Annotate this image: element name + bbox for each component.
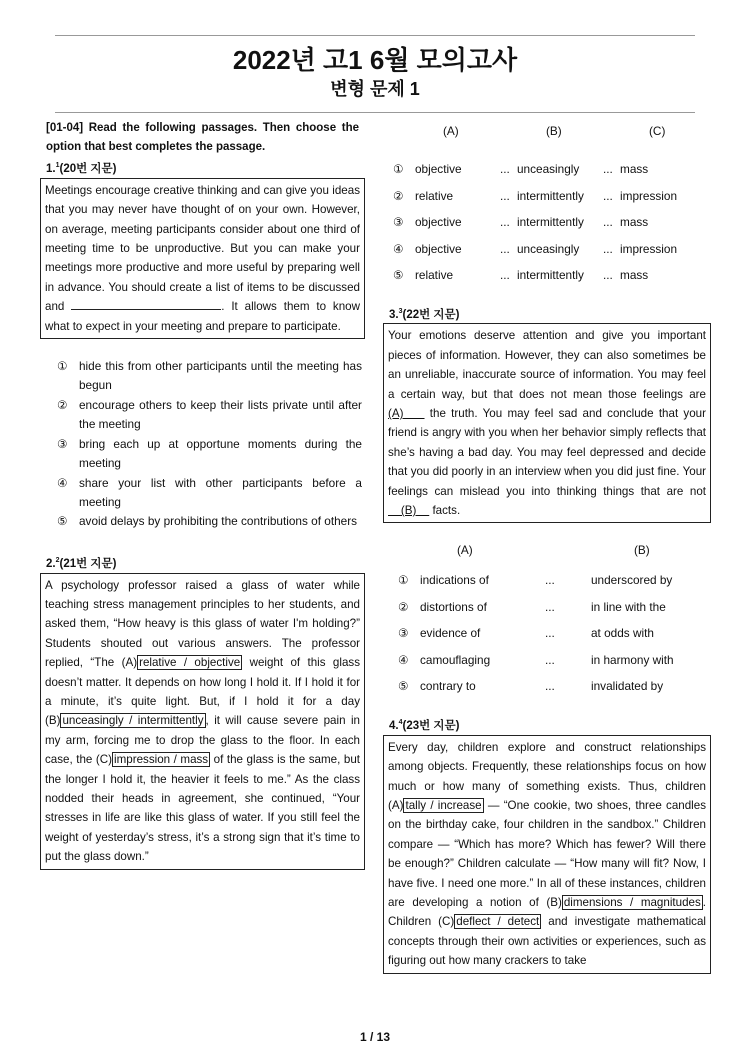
dots: ...: [545, 573, 555, 588]
option-c: mass: [620, 215, 649, 229]
option-c: impression: [620, 241, 678, 256]
page-title: 2022년 고1 6월 모의고사: [232, 45, 518, 75]
dots: ...: [545, 626, 555, 641]
answer-blank: [71, 298, 221, 310]
option-a: distortions of: [420, 599, 487, 614]
option-number: ②: [57, 397, 68, 412]
q1-option[interactable]: [57, 512, 362, 531]
q2-option[interactable]: [383, 187, 711, 214]
right-column: [383, 122, 711, 974]
q2-passage: A psychology professor raised a glass of water while teaching stress management principles to her students, and asked them, “How heavy is this glass of water I'm holding?” Students shouted out various answers. The professor replied, “The (A) relative / objective weight of this glass doesn’t matter. It depends on how long I hold it. If I hold it for a minute, it’s quite light. But, if I hold it for a day (B) unceasingly / intermittently , it will cause severe pain in my arm, forcing me to drop the glass to the floor. In each case, the (C) impression / mass of the glass is the same, but the longer I hold it, the heavier it feels to me.” As the class nodded their heads in agreement, she continued, “Your stresses in life are like this glass of water. If you still feel the weight of yesterday’s stress, it’s a strong sign that it’s time to put the glass down.”: [40, 573, 365, 870]
q3-label: 3.$^3$(22번 지문): [389, 307, 460, 321]
option-a: evidence of: [420, 626, 481, 641]
option-number: ④: [398, 652, 409, 667]
option-number: ④: [393, 241, 404, 256]
dots: ...: [545, 679, 555, 694]
option-number: ③: [393, 215, 404, 229]
option-a: objective: [415, 215, 462, 229]
col-a-header: (A): [443, 124, 459, 138]
dots: ...: [500, 268, 510, 282]
q3-option[interactable]: [383, 571, 711, 598]
option-text: share your list with other participants before a meeting: [79, 475, 362, 509]
option-number: ①: [393, 162, 404, 176]
q1-options: [40, 339, 365, 532]
option-c: mass: [620, 268, 649, 282]
q3-option[interactable]: [383, 624, 711, 651]
option-a: relative: [415, 188, 454, 203]
q3-passage: Your emotions deserve attention and give you important pieces of information. However, they can also sometimes be an unreliable, inaccurate source of information. You may feel a certain way, but that does not mean those feelings are (A) the truth. You may feel sad and conclude that your friend is angry with you when her behavior simply reflects that she’s having a bad day. You may feel depressed and decide that you did poorly in an interview when you did just fine. Your feelings can mislead you into thinking things that are not (B) facts.: [383, 323, 711, 523]
dots: ...: [500, 162, 510, 176]
option-a: relative: [415, 268, 454, 282]
blank-a: (A): [388, 406, 425, 420]
dots: ...: [603, 162, 613, 176]
q1-option[interactable]: [57, 435, 362, 474]
header-rule: [55, 112, 695, 113]
option-number: ①: [57, 359, 68, 374]
option-text: bring each up at opportune moments during the meeting: [79, 436, 362, 471]
option-b: unceasingly: [517, 162, 580, 176]
option-a: objective: [415, 241, 462, 256]
q4-passage: Every day, children explore and construct relationships among objects. Frequently, these relationships focus on how much or how many of something exists. Thus, children (A) tally / increase — “One cookie, two shoes, three candles on the birthday cake, four children in the sandbox.” Children compare — “Which has more? Which has fewer? Will there be enough?” Children calculate — “How many will fit? Now, I have five. I need one more.” In all of these instances, children are developing a notion of (B) dimensions / magnitudes . Children (C) deflect / detect and investigate mathematical concepts through their own activities or experiences, such as figuring out how many crackers to take: [383, 735, 711, 974]
dots: ...: [500, 241, 510, 256]
page-subtitle: 변형 문제 1: [330, 79, 420, 99]
option-b: intermittently: [517, 215, 584, 229]
option-number: ②: [393, 188, 404, 203]
option-number: ⑤: [57, 514, 68, 529]
option-number: ④: [57, 475, 68, 490]
choice-box-c: deflect / detect: [456, 915, 540, 929]
choice-box-b: dimensions / magnitudes: [563, 895, 701, 909]
dots: ...: [545, 652, 555, 667]
option-number: ⑤: [398, 679, 409, 694]
q2-option[interactable]: [383, 266, 711, 293]
option-b: intermittently: [517, 268, 584, 282]
option-c: impression: [620, 188, 678, 203]
dots: ...: [603, 268, 613, 282]
q3-option[interactable]: [383, 598, 711, 625]
q3-options: [383, 571, 711, 704]
blank-b: (B): [388, 503, 430, 517]
option-number: ③: [57, 436, 68, 451]
option-b: in line with the: [591, 599, 666, 614]
q1-option[interactable]: [57, 357, 362, 396]
option-a: camouflaging: [420, 652, 491, 667]
choice-box-a: relative / objective: [139, 656, 241, 670]
col-b-header: (B): [546, 124, 562, 138]
q2-option[interactable]: [383, 213, 711, 240]
choice-box-b: unceasingly / intermittently: [62, 714, 204, 728]
q1-option[interactable]: [57, 396, 362, 435]
option-number: ②: [398, 599, 409, 614]
q2-options-header: [383, 122, 711, 160]
option-number: ③: [398, 626, 409, 641]
left-column: [40, 119, 365, 870]
option-text: avoid delays by prohibiting the contributions of others: [79, 514, 358, 529]
option-number: ①: [398, 573, 409, 588]
q3-option[interactable]: [383, 651, 711, 678]
option-b: at odds with: [591, 626, 654, 641]
option-a: objective: [415, 162, 462, 176]
q2-option[interactable]: [383, 160, 711, 187]
choice-box-c: impression / mass: [114, 753, 209, 767]
dots: ...: [603, 215, 613, 229]
choice-box-a: tally / increase: [405, 798, 482, 812]
dots: ...: [603, 241, 613, 256]
q3-options-header: [383, 541, 711, 571]
option-b: unceasingly: [517, 241, 580, 256]
col-a-header: (A): [457, 543, 473, 558]
option-b: intermittently: [517, 188, 584, 203]
q4-label: 4.$^4$(23번 지문): [389, 718, 460, 732]
dots: ...: [545, 599, 555, 614]
q1-label: 1.$^1$(20번 지문): [46, 162, 117, 175]
option-c: mass: [620, 162, 649, 176]
option-number: ⑤: [393, 268, 404, 282]
option-b: invalidated by: [591, 679, 664, 694]
option-text: encourage others to keep their lists private until after the meeting: [79, 397, 362, 432]
q2-options: [383, 160, 711, 293]
option-b: underscored by: [591, 573, 673, 588]
q2-label: 2.$^2$(21번 지문): [46, 556, 117, 570]
page-number: 1 / 13: [359, 1030, 391, 1044]
option-a: indications of: [420, 573, 489, 588]
top-rule: [55, 35, 695, 36]
instructions: [01-04] Read the following passages. Then choose the option that best completes the passage.: [46, 122, 359, 153]
dots: ...: [603, 188, 613, 203]
dots: ...: [500, 188, 510, 203]
option-text: hide this from other participants until the meeting has begun: [79, 359, 362, 393]
option-b: in harmony with: [591, 652, 674, 667]
q1-option[interactable]: [57, 474, 362, 513]
col-b-header: (B): [634, 543, 650, 558]
q1-passage: Meetings encourage creative thinking and can give you ideas that you may never have thought of on your own. However, on average, meeting participants consider about one third of meeting time to be unproductive. But you can make your meetings more productive and more useful by preparing well in advance. You should create a list of items to be discussed and . It allows them to know what to expect in your meeting and prepare to participate.: [40, 178, 365, 339]
q2-option[interactable]: [383, 240, 711, 267]
col-c-header: (C): [649, 124, 666, 138]
option-a: contrary to: [420, 679, 476, 694]
dots: ...: [500, 215, 510, 229]
q3-option[interactable]: [383, 677, 711, 704]
